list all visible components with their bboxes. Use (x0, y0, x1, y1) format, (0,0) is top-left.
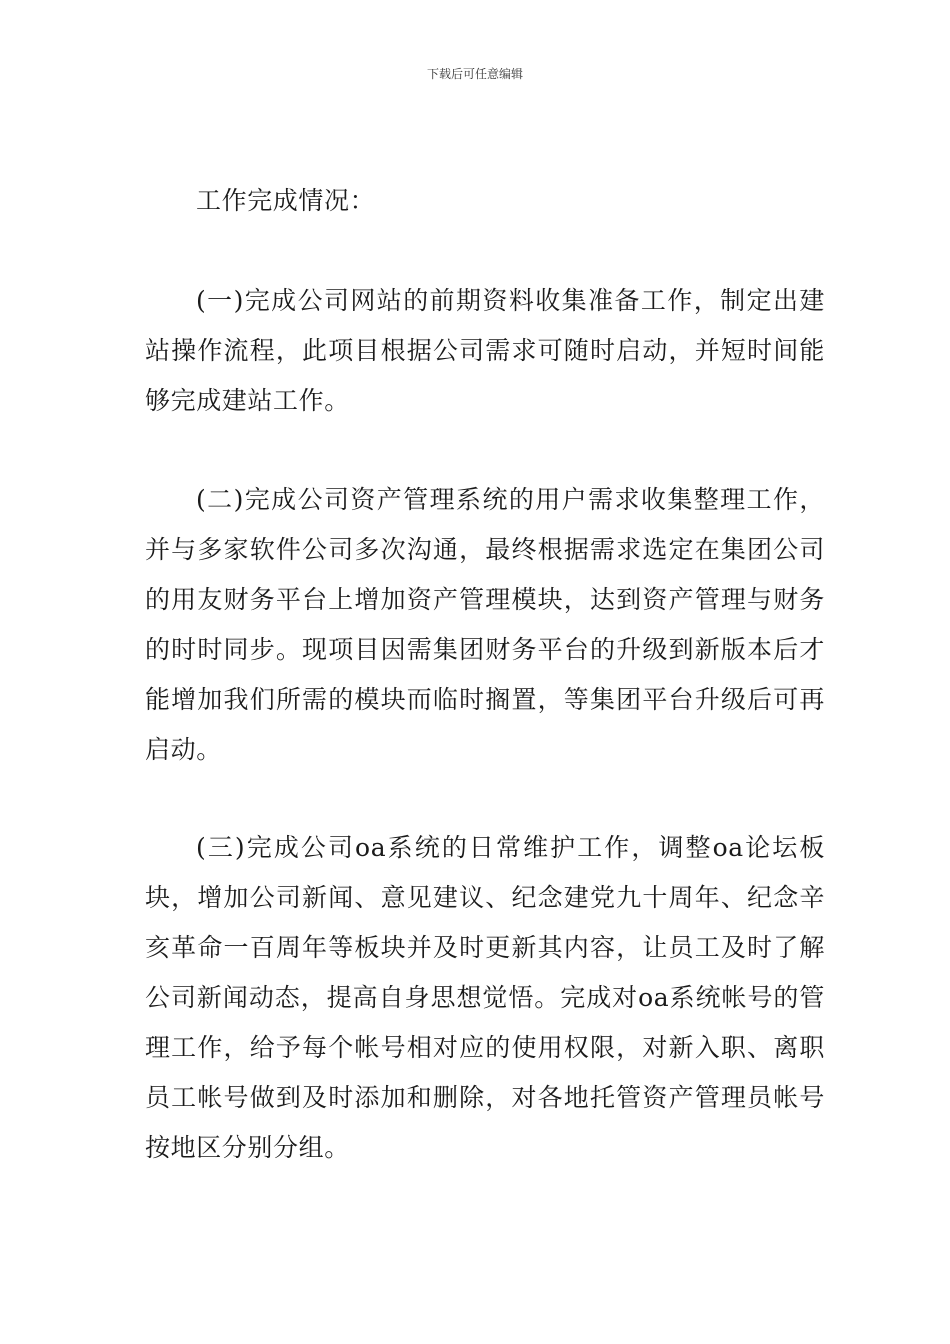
page-header: 下载后可任意编辑 (426, 67, 523, 81)
paragraph-1: (一)完成公司网站的前期资料收集准备工作，制定出建站操作流程，此项目根据公司需求可随时启动，并短时间能够完成建站工作。 (145, 286, 825, 415)
paragraph-2: (二)完成公司资产管理系统的用户需求收集整理工作，并与多家软件公司多次沟通，最终根据需求选定在集团公司的用友财务平台上增加资产管理模块，达到资产管理与财务的时时同步。现项目因需集团财务平台的升级到新版本后才能增加我们所需的模块而临时搁置，等集团平台升级后可再启动。 (145, 485, 825, 764)
section-title: 工作完成情况： (196, 186, 376, 215)
paragraph-3: (三)完成公司oa系统的日常维护工作，调整oa论坛板块，增加公司新闻、意见建议、纪念建党九十周年、纪念辛亥革命一百周年等板块并及时更新其内容，让员工及时了解公司新闻动态，提高自身思想觉悟。完成对oa系统帐号的管理工作，给予每个帐号相对应的使用权限，对新入职、离职员工帐号做到及时添加和删除，对各地托管资产管理员帐号按地区分别分组。 (145, 833, 825, 1162)
